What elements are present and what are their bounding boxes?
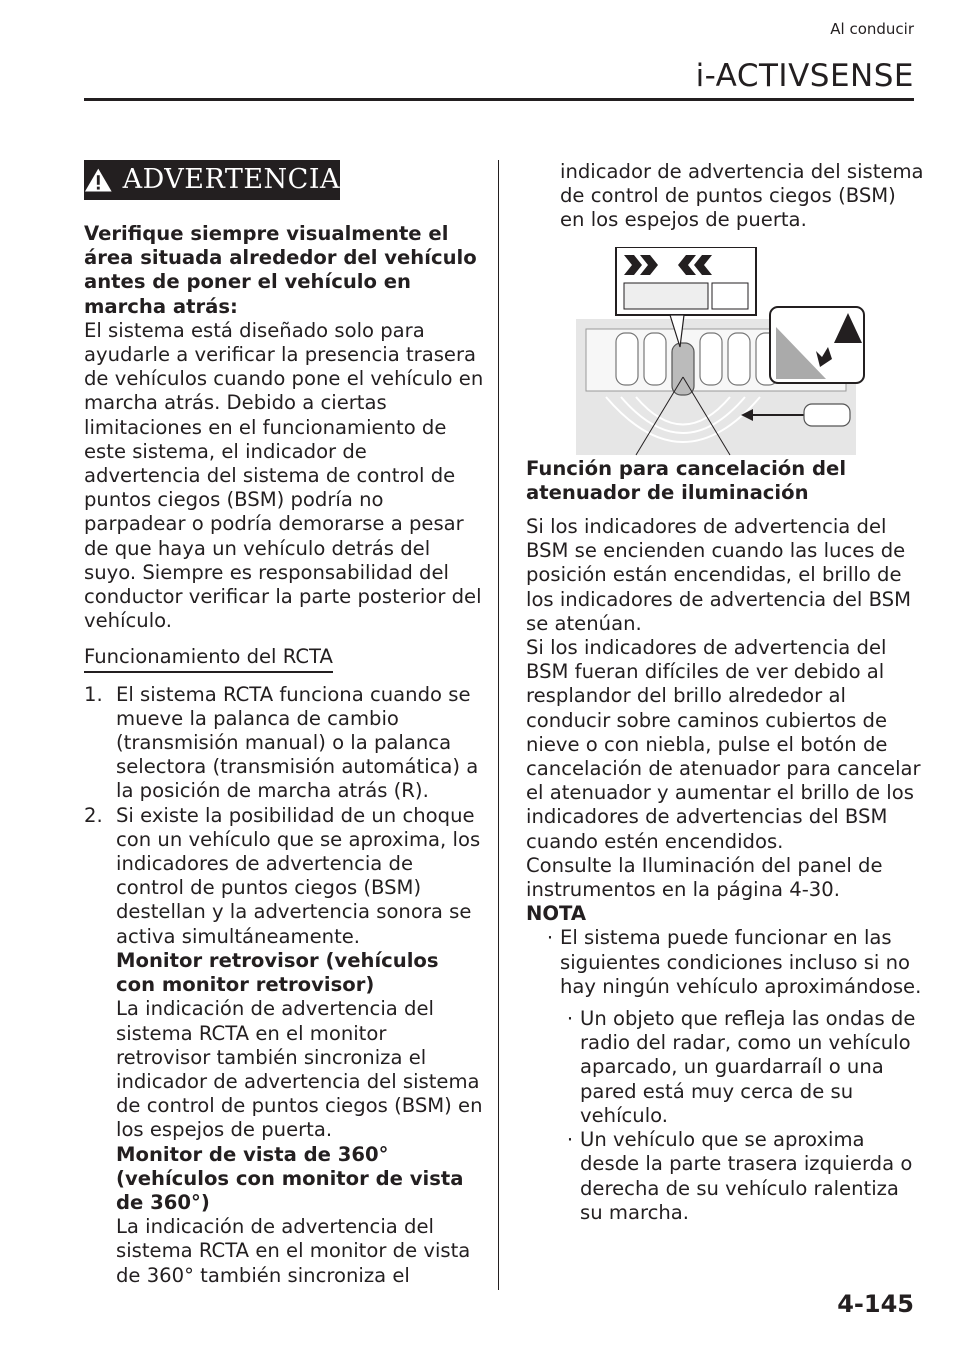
list-item (84, 804, 484, 1288)
rcta-illustration (576, 247, 876, 457)
bullet-dot: · (546, 926, 554, 950)
warning-label: ADVERTENCIA (122, 163, 340, 195)
rcta-diagram (576, 247, 876, 457)
list-text: Si existe la posibilidad de un choque con un vehículo que se aproxima, los indicadores de advertencia de control de puntos ciegos (BSM) destellan y la advertencia sonora se activa simultáneamente. (116, 803, 481, 948)
note-subbullet (526, 1007, 926, 1128)
note-subbullet (526, 1128, 926, 1225)
header-rule (84, 98, 914, 101)
dimmer-paragraph: Si los indicadores de advertencia del BSM fueran difíciles de ver debido al resplandor del brillo alrededor al conducir sobre caminos cubiertos de nieve o con niebla, pulse el botón de cancelación de atenuador para cancelar el atenuador y aumentar el brillo de los indicadores de advertencias del BSM cuando estén encendidos. (526, 636, 921, 853)
note-bullet (526, 926, 926, 999)
list-number: 1. (84, 682, 103, 706)
header-section: Al conducir (830, 20, 914, 38)
note-subbullet-text: Un vehículo que se aproxima desde la parte trasera izquierda o derecha de su vehículo ralentiza su marcha. (580, 1128, 913, 1224)
right-column (526, 160, 926, 1225)
warning-banner (84, 160, 340, 200)
dimmer-reference: Consulte la Iluminación del panel de instrumentos en la página 4-30. (526, 853, 883, 902)
monitor-heading: Monitor retrovisor (vehículos con monitor retrovisor) (116, 948, 439, 997)
monitor-text: La indicación de advertencia del sistema RCTA en el monitor retrovisor también sincroniza el indicador de advertencia del sistema de control de puntos ciegos (BSM) en los espejos de puerta. (116, 997, 483, 1142)
warning-bold-text: Verifique siempre visualmente el área situada alrededor del vehículo antes de poner el vehículo en marcha atrás: (84, 222, 477, 318)
left-column (84, 160, 484, 1288)
view360-heading: Monitor de vista de 360° (vehículos con monitor de vista de 360°) (116, 1142, 464, 1214)
note-bullet-text: El sistema puede funcionar en las siguientes condiciones incluso si no hay ningún vehículo aproximándose. (560, 926, 922, 998)
bullet-dot: · (566, 1128, 574, 1152)
page-number: 4-145 (837, 1290, 914, 1318)
header-title: i-ACTIVSENSE (695, 58, 914, 94)
note-subbullet-text: Un objeto que refleja las ondas de radio del radar, como un vehículo aparcado, un guardarraíl o una pared está muy cerca de su vehículo. (580, 1007, 916, 1127)
bullet-dot: · (566, 1007, 574, 1031)
view360-text-start: La indicación de advertencia del sistema RCTA en el monitor de vista de 360° también sincroniza el (116, 1215, 471, 1287)
warning-body: El sistema está diseñado solo para ayudarle a verificar la presencia trasera de vehículos cuando pone el vehículo en marcha atrás. Debido a ciertas limitaciones en el funcionamiento de este sistema, el indicador de advertencia del sistema de control de puntos ciegos (BSM) podría no parpadear o podría demorarse a pesar de que haya un vehículo detrás del suyo. Siempre es responsabilidad del conductor verificar la parte posterior del vehículo. (84, 318, 484, 633)
list-number: 2. (84, 803, 103, 827)
view360-text-end: indicador de advertencia del sistema de control de puntos ciegos (BSM) en los espejos de puerta. (560, 160, 924, 232)
list-text: El sistema RCTA funciona cuando se mueve la palanca de cambio (transmisión manual) o la palanca selectora (transmisión automática) a la posición de marcha atrás (R). (116, 682, 479, 803)
dimmer-heading: Función para cancelación del atenuador de iluminación (526, 456, 847, 504)
column-divider (498, 160, 499, 1290)
dimmer-paragraph: Si los indicadores de advertencia del BSM se encienden cuando las luces de posición están encendidas, el brillo de los indicadores de advertencia del BSM se atenúan. (526, 515, 912, 635)
warning-triangle-icon (84, 167, 113, 193)
list-item (84, 683, 484, 804)
note-label: NOTA (526, 902, 587, 926)
rcta-heading: Funcionamiento del RCTA (84, 645, 333, 672)
